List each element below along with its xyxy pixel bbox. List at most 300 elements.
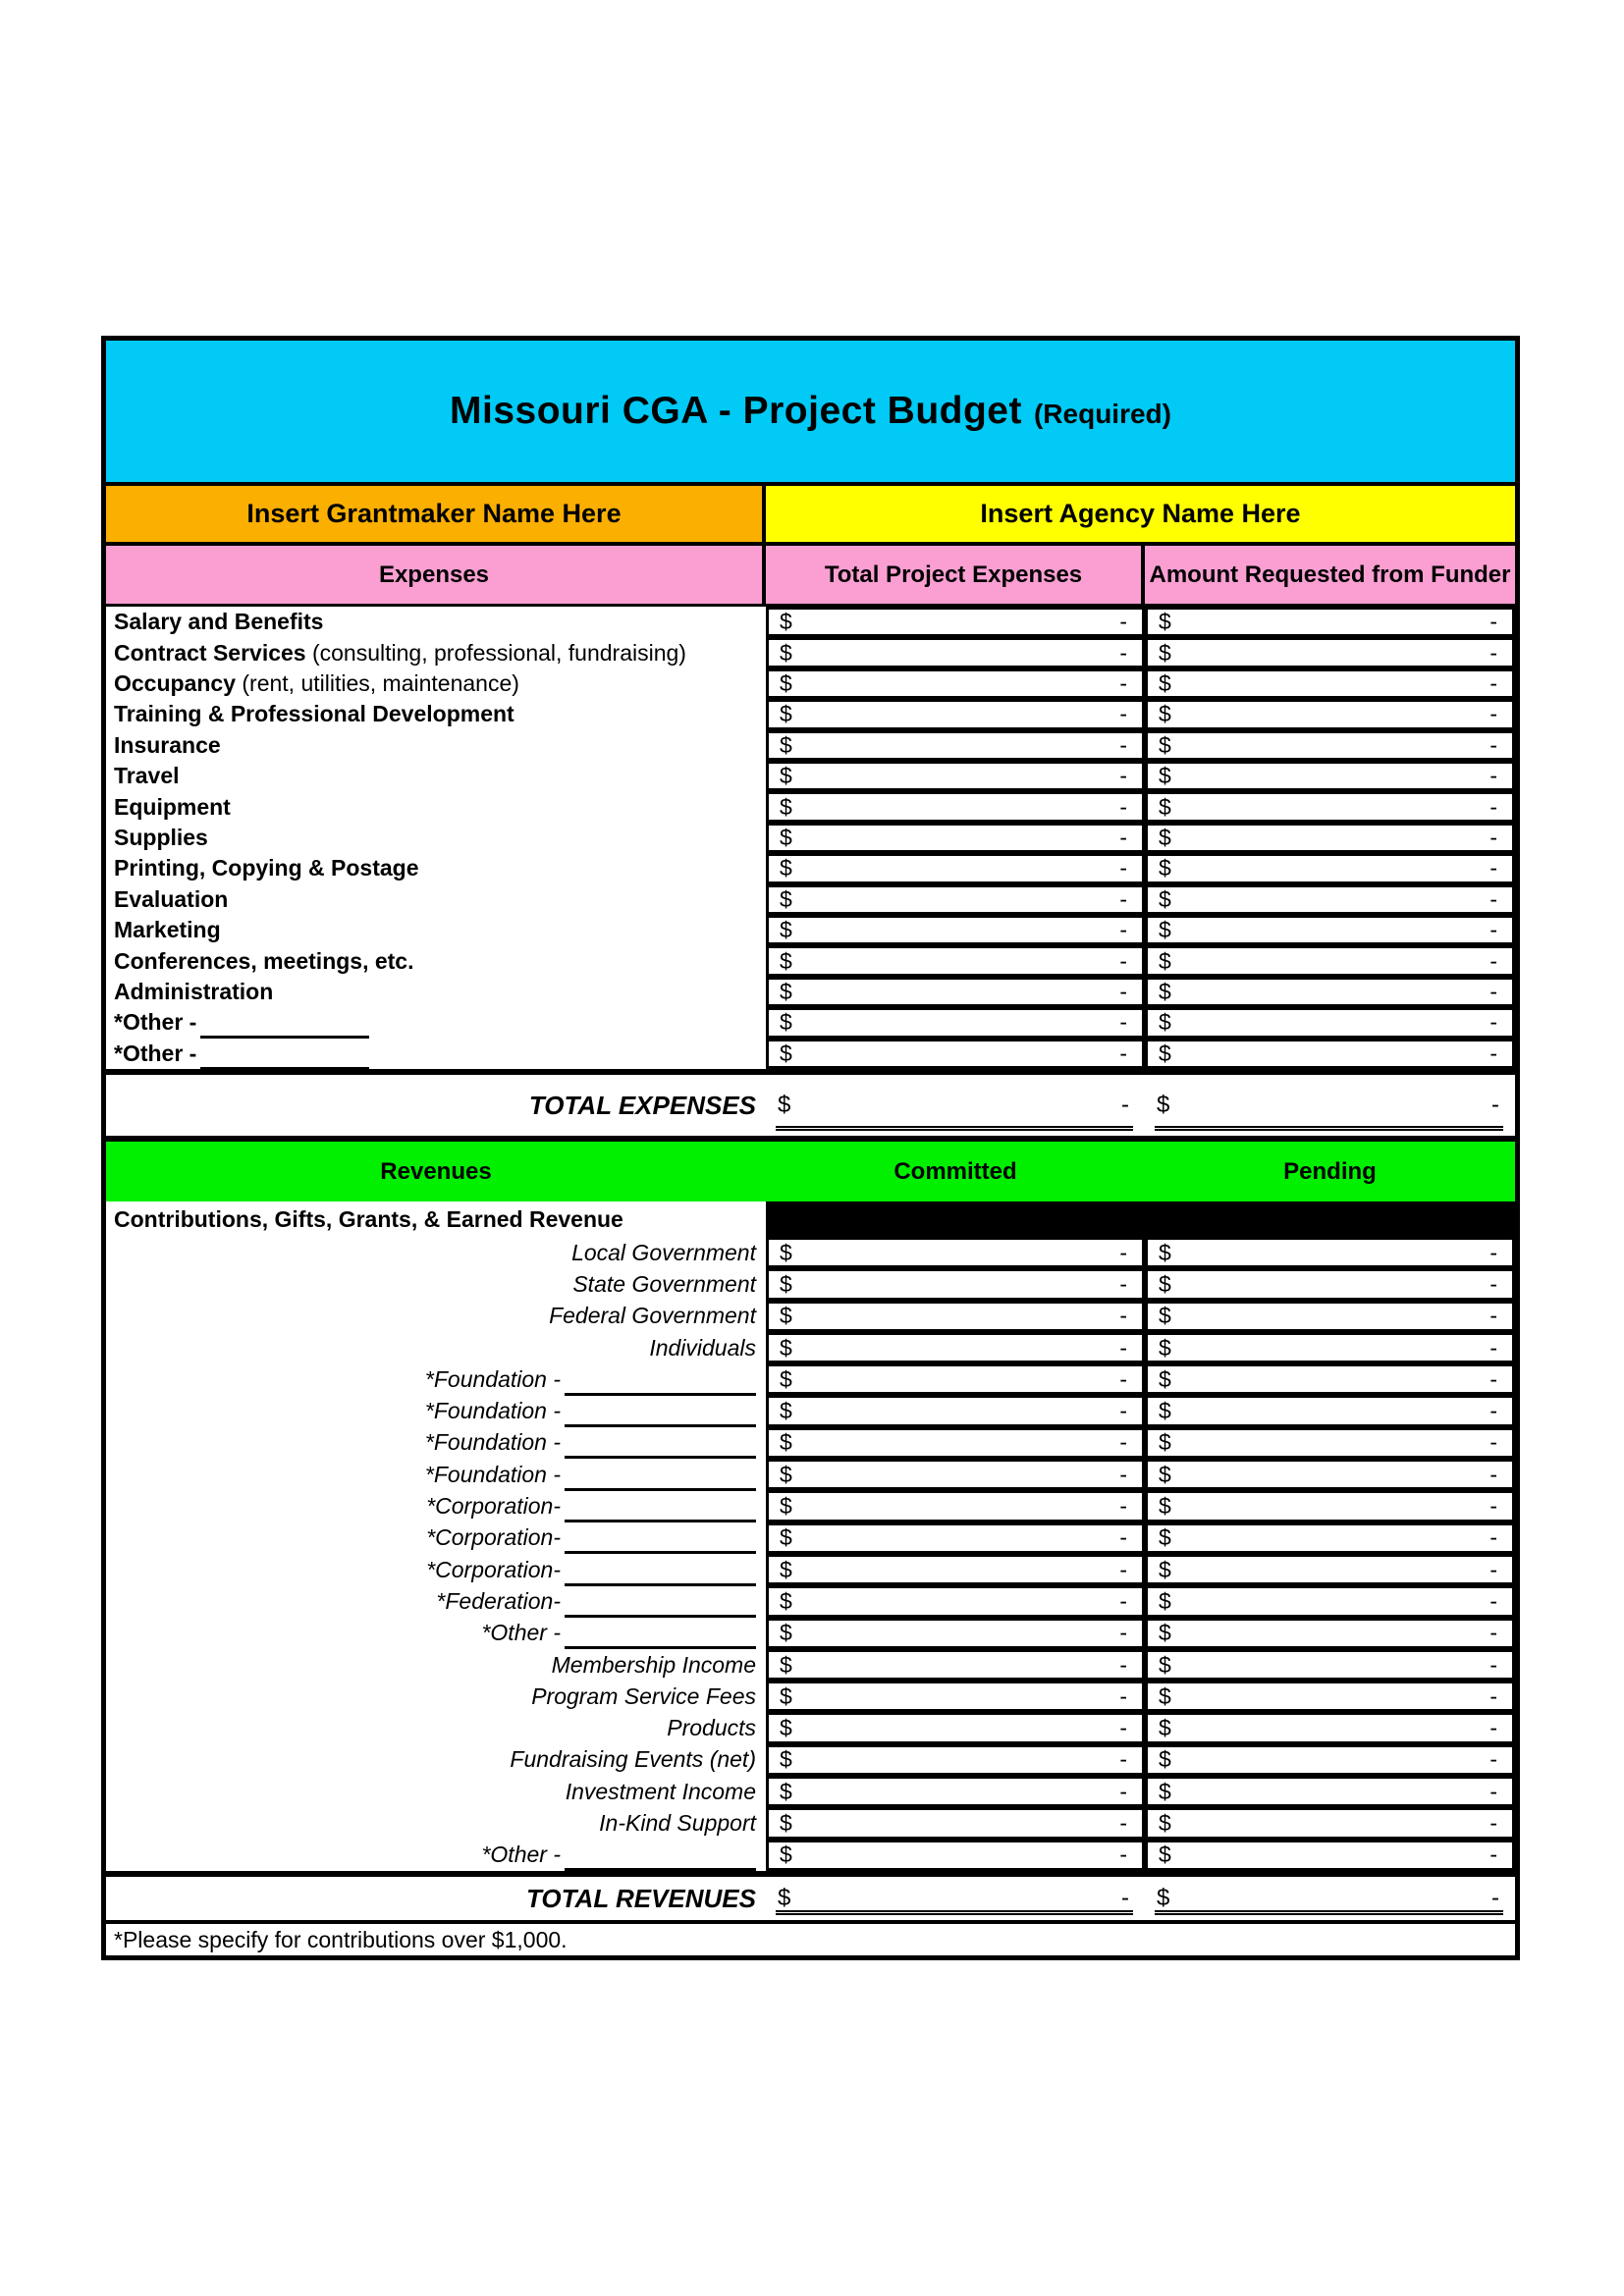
currency-symbol: $	[780, 1556, 792, 1582]
revenue-label: *Foundation -	[424, 1461, 561, 1487]
money-cell-total-project[interactable]	[766, 730, 1145, 761]
currency-symbol: $	[780, 609, 792, 635]
currency-symbol: $	[780, 1303, 792, 1329]
amount-value: -	[1121, 1885, 1129, 1911]
expense-label: Insurance	[114, 731, 221, 758]
money-cell-pending[interactable]	[1145, 1332, 1515, 1363]
expense-label-cell	[106, 699, 766, 729]
total-expenses-row	[106, 1075, 1515, 1136]
fill-in-blank[interactable]	[200, 1047, 369, 1070]
amount-value: -	[1489, 1587, 1497, 1614]
revenues-header-row	[106, 1142, 1515, 1201]
amount-value: -	[1119, 1556, 1127, 1582]
money-cell-pending[interactable]	[1145, 1649, 1515, 1681]
currency-symbol: $	[1159, 855, 1171, 881]
expense-label: Marketing	[114, 917, 221, 943]
money-cell-total-project[interactable]	[766, 915, 1145, 945]
currency-symbol: $	[1159, 1746, 1171, 1773]
amount-value: -	[1489, 825, 1497, 851]
currency-symbol: $	[780, 1524, 792, 1551]
fill-in-blank[interactable]	[565, 1500, 756, 1522]
revenue-row	[106, 1618, 1515, 1649]
expense-label: Salary and Benefits	[114, 609, 324, 635]
money-cell-pending[interactable]	[1145, 1363, 1515, 1395]
money-cell-amount-requested[interactable]	[1145, 915, 1515, 945]
amount-value: -	[1489, 1810, 1497, 1836]
amount-value: -	[1489, 1461, 1497, 1487]
amount-value: -	[1119, 1009, 1127, 1036]
expenses-header-row	[106, 546, 1515, 607]
amount-value: -	[1119, 1239, 1127, 1265]
amount-value: -	[1119, 947, 1127, 974]
amount-value: -	[1119, 1334, 1127, 1361]
revenue-label-cell	[106, 1268, 766, 1300]
money-cell-pending[interactable]	[1145, 1618, 1515, 1649]
expense-label: Training & Professional Development	[114, 701, 514, 727]
amount-value: -	[1489, 1239, 1497, 1265]
currency-symbol: $	[780, 1429, 792, 1456]
currency-symbol: $	[1159, 639, 1171, 666]
money-cell-total-project[interactable]	[766, 761, 1145, 791]
expense-label: Administration	[114, 979, 274, 1005]
currency-symbol: $	[1159, 979, 1171, 1005]
money-cell-amount-requested[interactable]	[1145, 607, 1515, 637]
amount-value: -	[1489, 763, 1497, 789]
revenue-row	[106, 1395, 1515, 1426]
amount-value: -	[1489, 701, 1497, 727]
total-expenses-total-cell[interactable]	[766, 1075, 1145, 1136]
currency-symbol: $	[1159, 825, 1171, 851]
revenue-row	[106, 1459, 1515, 1490]
currency-symbol: $	[1159, 1270, 1171, 1297]
money-cell-committed[interactable]	[766, 1681, 1145, 1712]
amount-value: -	[1489, 1620, 1497, 1646]
amount-value: -	[1489, 1334, 1497, 1361]
money-cell-total-project[interactable]	[766, 607, 1145, 637]
amount-value: -	[1489, 1682, 1497, 1709]
currency-symbol: $	[780, 979, 792, 1005]
revenue-label-cell	[106, 1427, 766, 1459]
expense-row	[106, 699, 1515, 729]
amount-value: -	[1489, 917, 1497, 943]
expense-label-cell	[106, 977, 766, 1007]
amount-value: -	[1119, 1493, 1127, 1520]
expense-label-cell	[106, 607, 766, 637]
amount-value: -	[1119, 763, 1127, 789]
currency-symbol: $	[1159, 1620, 1171, 1646]
money-cell-committed[interactable]	[766, 1237, 1145, 1268]
revenue-row	[106, 1554, 1515, 1585]
expense-label: Conferences, meetings, etc.	[114, 947, 414, 974]
currency-symbol: $	[1159, 1810, 1171, 1836]
amount-value: -	[1119, 1842, 1127, 1868]
amount-value: -	[1119, 609, 1127, 635]
amount-value: -	[1119, 1429, 1127, 1456]
amount-value: -	[1489, 1842, 1497, 1868]
expense-label: *Other -	[114, 1009, 197, 1036]
currency-symbol: $	[1159, 1398, 1171, 1424]
money-cell-total-project[interactable]	[766, 699, 1145, 729]
fill-in-blank[interactable]	[565, 1531, 756, 1554]
amount-value: -	[1119, 1715, 1127, 1741]
revenue-label: Membership Income	[551, 1651, 756, 1678]
fill-in-blank[interactable]	[200, 1016, 369, 1039]
currency-symbol: $	[1159, 1365, 1171, 1392]
expense-label: Printing, Copying & Postage	[114, 855, 419, 881]
revenue-row	[106, 1649, 1515, 1681]
amount-value: -	[1121, 1092, 1129, 1118]
money-cell-total-project[interactable]	[766, 945, 1145, 976]
currency-symbol: $	[780, 1715, 792, 1741]
amount-value: -	[1489, 1303, 1497, 1329]
currency-symbol: $	[1159, 1682, 1171, 1709]
money-cell-total-project[interactable]	[766, 823, 1145, 853]
currency-symbol: $	[1157, 1092, 1170, 1118]
money-cell-committed[interactable]	[766, 1712, 1145, 1743]
expense-row	[106, 730, 1515, 761]
amount-value: -	[1119, 1778, 1127, 1804]
revenue-label: *Other -	[481, 1842, 561, 1868]
money-cell-amount-requested[interactable]	[1145, 668, 1515, 699]
money-cell-pending[interactable]	[1145, 1237, 1515, 1268]
currency-symbol: $	[780, 731, 792, 758]
amount-value: -	[1119, 670, 1127, 697]
expense-label-cell	[106, 884, 766, 915]
money-cell-amount-requested[interactable]	[1145, 977, 1515, 1007]
money-cell-committed[interactable]	[766, 1840, 1145, 1871]
money-cell-committed[interactable]	[766, 1776, 1145, 1807]
revenue-label-cell	[106, 1332, 766, 1363]
money-cell-committed[interactable]	[766, 1395, 1145, 1426]
amount-value: -	[1491, 1092, 1499, 1118]
money-cell-committed[interactable]	[766, 1301, 1145, 1332]
double-underline	[776, 1126, 1133, 1131]
revenue-row	[106, 1301, 1515, 1332]
money-cell-total-project[interactable]	[766, 637, 1145, 667]
money-cell-pending[interactable]	[1145, 1522, 1515, 1554]
expense-label-cell	[106, 945, 766, 976]
amount-value: -	[1489, 947, 1497, 974]
amount-value: -	[1119, 979, 1127, 1005]
fill-in-blank[interactable]	[565, 1373, 756, 1396]
currency-symbol: $	[1159, 670, 1171, 697]
page-title-suffix: (Required)	[1033, 399, 1171, 429]
expense-row	[106, 884, 1515, 915]
amount-value: -	[1119, 793, 1127, 820]
money-cell-committed[interactable]	[766, 1744, 1145, 1776]
revenue-label: Program Service Fees	[531, 1682, 756, 1709]
money-cell-total-project[interactable]	[766, 791, 1145, 822]
currency-symbol: $	[1159, 1239, 1171, 1265]
double-underline	[1155, 1126, 1503, 1131]
currency-symbol: $	[1159, 701, 1171, 727]
revenue-label-cell	[106, 1840, 766, 1871]
currency-symbol: $	[1159, 1303, 1171, 1329]
expense-label-cell	[106, 668, 766, 699]
currency-symbol: $	[780, 670, 792, 697]
money-cell-pending[interactable]	[1145, 1427, 1515, 1459]
money-cell-amount-requested[interactable]	[1145, 761, 1515, 791]
money-cell-total-project[interactable]	[766, 884, 1145, 915]
money-cell-pending[interactable]	[1145, 1712, 1515, 1743]
expense-label-detail: (consulting, professional, fundraising)	[305, 639, 686, 666]
agency-name-cell[interactable]: Insert Agency Name Here	[766, 486, 1515, 542]
expense-label: Contract Services	[114, 639, 306, 666]
money-cell-total-project[interactable]	[766, 668, 1145, 699]
revenue-row	[106, 1427, 1515, 1459]
currency-symbol: $	[778, 1885, 791, 1911]
money-cell-pending[interactable]	[1145, 1840, 1515, 1871]
currency-symbol: $	[1159, 763, 1171, 789]
currency-symbol: $	[780, 1398, 792, 1424]
header-pending: Pending	[1283, 1157, 1377, 1185]
amount-value: -	[1119, 1398, 1127, 1424]
amount-value: -	[1489, 1009, 1497, 1036]
amount-value: -	[1119, 855, 1127, 881]
expense-label: Supplies	[114, 825, 208, 851]
revenue-label-cell	[106, 1744, 766, 1776]
money-cell-amount-requested[interactable]	[1145, 823, 1515, 853]
expense-label-cell	[106, 915, 766, 945]
revenue-label-cell	[106, 1395, 766, 1426]
total-revenues-committed-cell[interactable]	[766, 1877, 1145, 1920]
amount-value: -	[1119, 1040, 1127, 1066]
currency-symbol: $	[780, 855, 792, 881]
amount-value: -	[1119, 1620, 1127, 1646]
money-cell-pending[interactable]	[1145, 1807, 1515, 1839]
currency-symbol: $	[780, 1682, 792, 1709]
amount-value: -	[1119, 701, 1127, 727]
amount-value: -	[1489, 1715, 1497, 1741]
header-committed: Committed	[893, 1157, 1017, 1185]
amount-value: -	[1489, 731, 1497, 758]
amount-value: -	[1119, 1303, 1127, 1329]
money-cell-total-project[interactable]	[766, 853, 1145, 883]
revenue-label-cell	[106, 1618, 766, 1649]
currency-symbol: $	[780, 1334, 792, 1361]
expense-row	[106, 637, 1515, 667]
amount-value: -	[1119, 1682, 1127, 1709]
fill-in-blank[interactable]	[565, 1436, 756, 1459]
amount-value: -	[1119, 917, 1127, 943]
currency-symbol: $	[1159, 885, 1171, 912]
money-cell-committed[interactable]	[766, 1554, 1145, 1585]
money-cell-pending[interactable]	[1145, 1395, 1515, 1426]
money-cell-committed[interactable]	[766, 1490, 1145, 1522]
money-cell-committed[interactable]	[766, 1268, 1145, 1300]
expense-label-detail: (rent, utilities, maintenance)	[236, 670, 519, 697]
money-cell-amount-requested[interactable]	[1145, 791, 1515, 822]
money-cell-committed[interactable]	[766, 1807, 1145, 1839]
revenue-row	[106, 1585, 1515, 1617]
amount-value: -	[1489, 793, 1497, 820]
revenue-group-row	[106, 1201, 1515, 1237]
expense-label-cell	[106, 637, 766, 667]
revenue-label: *Corporation-	[426, 1493, 561, 1520]
expense-row	[106, 668, 1515, 699]
fill-in-blank[interactable]	[565, 1848, 756, 1871]
revenue-label-cell	[106, 1554, 766, 1585]
currency-symbol: $	[780, 1239, 792, 1265]
money-cell-committed[interactable]	[766, 1459, 1145, 1490]
money-cell-pending[interactable]	[1145, 1268, 1515, 1300]
currency-symbol: $	[1157, 1885, 1170, 1911]
money-cell-pending[interactable]	[1145, 1585, 1515, 1617]
expense-label-cell	[106, 1039, 766, 1069]
amount-value: -	[1119, 1651, 1127, 1678]
money-cell-pending[interactable]	[1145, 1744, 1515, 1776]
amount-value: -	[1119, 825, 1127, 851]
revenue-label: Federal Government	[549, 1303, 756, 1329]
currency-symbol: $	[780, 1620, 792, 1646]
footer-note-row	[106, 1924, 1515, 1955]
amount-value: -	[1119, 1461, 1127, 1487]
revenue-label-cell	[106, 1585, 766, 1617]
expense-rows	[106, 607, 1515, 1069]
grantmaker-name-cell[interactable]: Insert Grantmaker Name Here	[106, 486, 766, 542]
amount-value: -	[1489, 1746, 1497, 1773]
currency-symbol: $	[780, 1778, 792, 1804]
amount-value: -	[1489, 1778, 1497, 1804]
revenue-label-cell	[106, 1363, 766, 1395]
money-cell-amount-requested[interactable]	[1145, 730, 1515, 761]
currency-symbol: $	[780, 639, 792, 666]
money-cell-amount-requested[interactable]	[1145, 1039, 1515, 1069]
expense-row	[106, 977, 1515, 1007]
currency-symbol: $	[780, 1040, 792, 1066]
currency-symbol: $	[1159, 1778, 1171, 1804]
expense-label-cell	[106, 730, 766, 761]
amount-value: -	[1119, 1587, 1127, 1614]
currency-symbol: $	[1159, 1461, 1171, 1487]
double-underline	[1155, 1910, 1503, 1915]
revenue-label-cell	[106, 1522, 766, 1554]
currency-symbol: $	[1159, 1524, 1171, 1551]
revenue-row	[106, 1332, 1515, 1363]
currency-symbol: $	[1159, 731, 1171, 758]
money-cell-total-project[interactable]	[766, 1039, 1145, 1069]
footer-note: *Please specify for contributions over $1,000.	[114, 1926, 568, 1952]
money-cell-amount-requested[interactable]	[1145, 853, 1515, 883]
revenue-row	[106, 1840, 1515, 1871]
money-cell-amount-requested[interactable]	[1145, 637, 1515, 667]
header-amount-requested: Amount Requested from Funder	[1149, 561, 1511, 588]
revenue-row	[106, 1268, 1515, 1300]
revenue-label: Individuals	[649, 1334, 756, 1361]
money-cell-total-project[interactable]	[766, 977, 1145, 1007]
revenue-row	[106, 1681, 1515, 1712]
currency-symbol: $	[780, 763, 792, 789]
expense-row	[106, 607, 1515, 637]
amount-value: -	[1119, 639, 1127, 666]
fill-in-blank[interactable]	[565, 1564, 756, 1586]
revenue-row	[106, 1712, 1515, 1743]
amount-value: -	[1119, 1270, 1127, 1297]
currency-symbol: $	[1159, 1587, 1171, 1614]
money-cell-pending[interactable]	[1145, 1301, 1515, 1332]
currency-symbol: $	[1159, 1651, 1171, 1678]
header-total-project-expenses: Total Project Expenses	[766, 546, 1145, 604]
money-cell-committed[interactable]	[766, 1363, 1145, 1395]
money-cell-total-project[interactable]	[766, 1007, 1145, 1038]
revenue-row	[106, 1363, 1515, 1395]
revenue-label: *Corporation-	[426, 1524, 561, 1551]
total-revenues-pending-cell[interactable]	[1145, 1877, 1515, 1920]
money-cell-committed[interactable]	[766, 1427, 1145, 1459]
money-cell-amount-requested[interactable]	[1145, 1007, 1515, 1038]
expense-row	[106, 915, 1515, 945]
money-cell-pending[interactable]	[1145, 1490, 1515, 1522]
revenue-label-cell	[106, 1712, 766, 1743]
money-cell-committed[interactable]	[766, 1332, 1145, 1363]
total-expenses-label: TOTAL EXPENSES	[528, 1091, 756, 1120]
money-cell-pending[interactable]	[1145, 1459, 1515, 1490]
name-row	[106, 486, 1515, 546]
revenue-label: *Foundation -	[424, 1398, 561, 1424]
expense-label: Travel	[114, 763, 180, 789]
money-cell-committed[interactable]	[766, 1649, 1145, 1681]
fill-in-blank[interactable]	[565, 1627, 756, 1649]
currency-symbol: $	[780, 885, 792, 912]
revenue-label-cell	[106, 1301, 766, 1332]
revenue-label: State Government	[572, 1270, 756, 1297]
money-cell-amount-requested[interactable]	[1145, 945, 1515, 976]
money-cell-pending[interactable]	[1145, 1776, 1515, 1807]
expense-label: Occupancy	[114, 670, 236, 697]
money-cell-committed[interactable]	[766, 1522, 1145, 1554]
revenue-label-cell	[106, 1649, 766, 1681]
money-cell-pending[interactable]	[1145, 1554, 1515, 1585]
currency-symbol: $	[1159, 1009, 1171, 1036]
fill-in-blank[interactable]	[565, 1595, 756, 1618]
currency-symbol: $	[1159, 947, 1171, 974]
fill-in-blank[interactable]	[565, 1468, 756, 1491]
money-cell-amount-requested[interactable]	[1145, 884, 1515, 915]
amount-value: -	[1489, 1556, 1497, 1582]
revenue-row	[106, 1490, 1515, 1522]
expense-label: Evaluation	[114, 885, 229, 912]
currency-symbol: $	[780, 947, 792, 974]
revenue-row	[106, 1744, 1515, 1776]
money-cell-committed[interactable]	[766, 1618, 1145, 1649]
amount-value: -	[1489, 1040, 1497, 1066]
currency-symbol: $	[780, 1842, 792, 1868]
money-cell-amount-requested[interactable]	[1145, 699, 1515, 729]
expense-row	[106, 761, 1515, 791]
total-expenses-requested-cell[interactable]	[1145, 1075, 1515, 1136]
revenue-label: *Foundation -	[424, 1365, 561, 1392]
revenue-label: Products	[667, 1715, 756, 1741]
amount-value: -	[1491, 1885, 1499, 1911]
revenue-row	[106, 1807, 1515, 1839]
expense-row	[106, 853, 1515, 883]
fill-in-blank[interactable]	[565, 1405, 756, 1427]
money-cell-committed[interactable]	[766, 1585, 1145, 1617]
amount-value: -	[1119, 885, 1127, 912]
expense-row	[106, 1007, 1515, 1038]
amount-value: -	[1119, 1365, 1127, 1392]
total-revenues-label: TOTAL REVENUES	[525, 1884, 756, 1913]
amount-value: -	[1119, 731, 1127, 758]
amount-value: -	[1489, 670, 1497, 697]
expense-label-cell	[106, 1007, 766, 1038]
amount-value: -	[1119, 1810, 1127, 1836]
currency-symbol: $	[1159, 1556, 1171, 1582]
revenue-label: *Other -	[481, 1620, 561, 1646]
money-cell-pending[interactable]	[1145, 1681, 1515, 1712]
revenue-label-cell	[106, 1681, 766, 1712]
currency-symbol: $	[780, 1270, 792, 1297]
